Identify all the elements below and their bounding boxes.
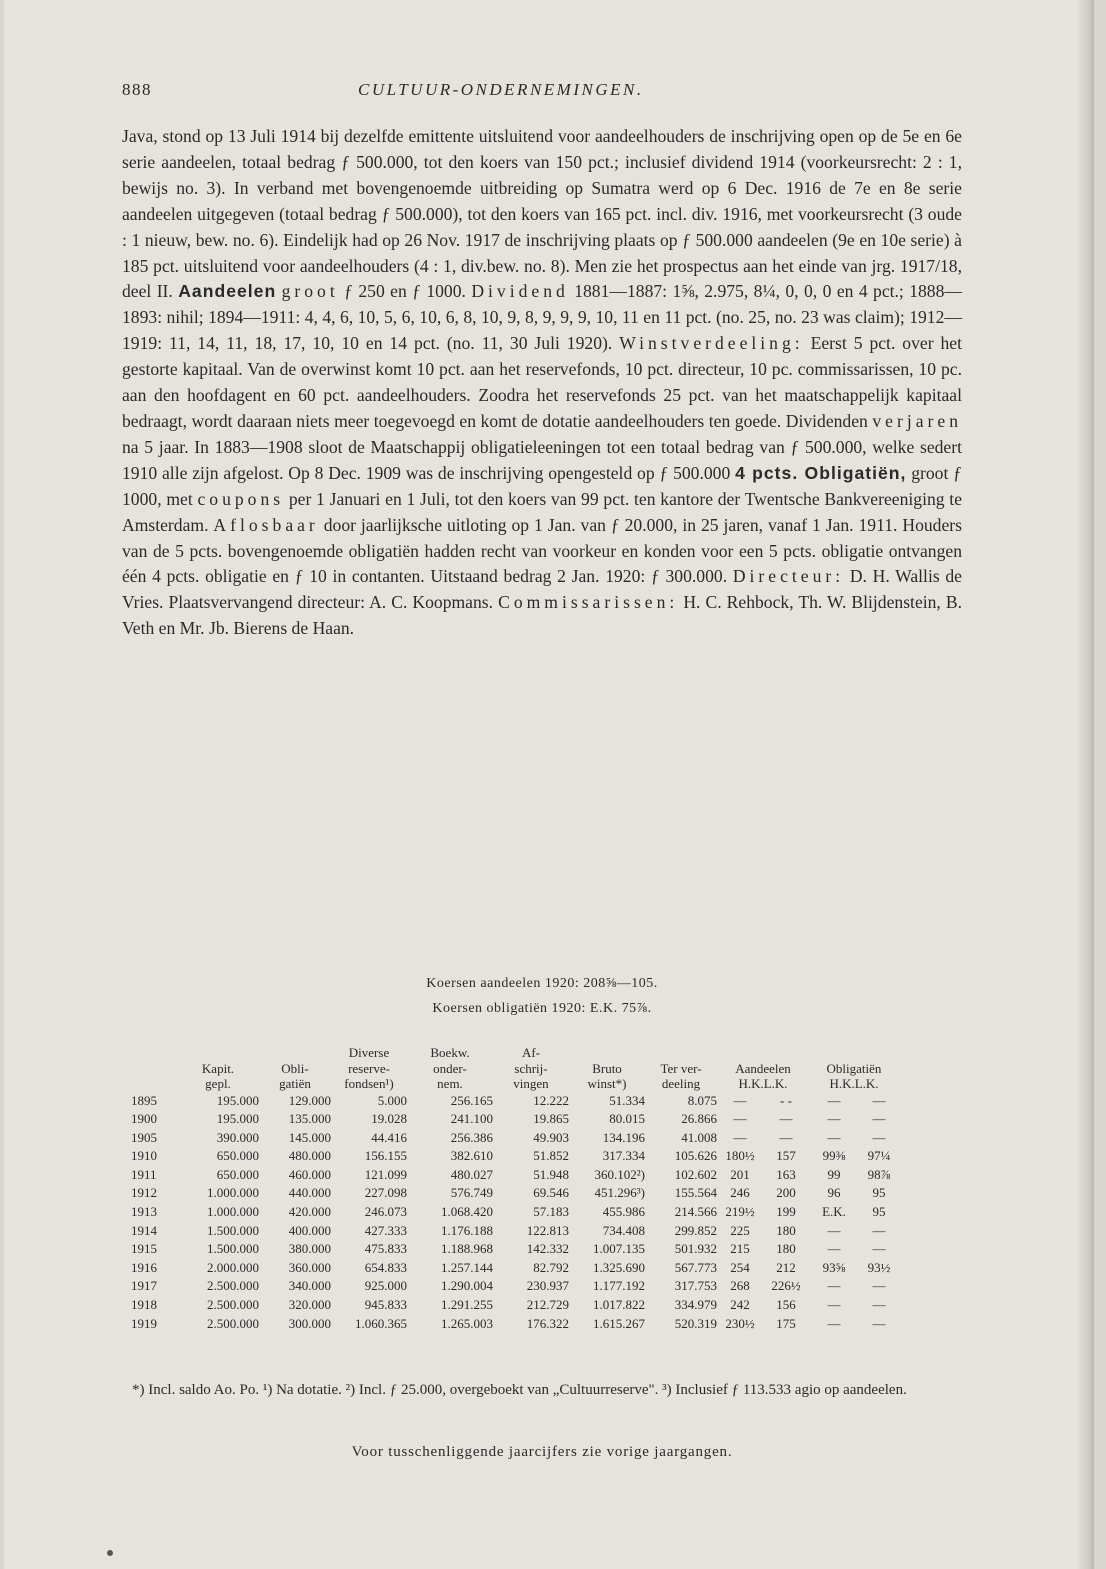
- spaced-emphasis-text: coupons: [197, 488, 285, 509]
- table-cell: 69.546: [533, 1185, 569, 1201]
- body-text-run: door jaarlijksche uitloting op 1 Jan. van ƒ 20.000, in 25 jaren, vanaf 1 Jan. 1911. Houders van de 5 pcts. bovengenoemde obligatiën hadden recht van voorkeur en konden voor een 5 pcts. obligatie ontvangen één 4 pcts. obligatie en ƒ 10 in contanten. Uitstaand bedrag 2 Jan. 1920: ƒ 300.000.: [122, 514, 962, 587]
- body-text-run: Java, stond op 13 Juli 1914 bij dezelfde emittente uitsluitend voor aandeelhouders de inschrijving open op de 5e en 6e serie aandeelen, totaal bedrag ƒ 500.000, tot den koers van 150 pct.; inclusief dividend 1914 (voorkeursrecht: 2 : 1, bewijs no. 3). In verband met bovengenoemde uitbreiding op Sumatra werd op 6 Dec. 1916 de 7e en 8e serie aandeelen uitgegeven (totaal bedrag ƒ 500.000), tot den koers van 165 pct. incl. div. 1916, met voorkeursrecht (3 oude : 1 nieuw, bew. no. 6). Eindelijk had op 26 Nov. 1917 de inschrijving plaats op ƒ 500.000 aandeelen (9e en 10e serie) à 185 pct. uitsluitend voor aandeelhouders (4 : 1, div.bew. no. 8). Men zie het prospectus aan het einde van jrg. 1917/18, deel II.: [122, 126, 962, 302]
- table-cell: 97¼: [867, 1148, 891, 1164]
- column-header: Af- schrij- vingen: [513, 1045, 549, 1091]
- table-cell: 51.852: [533, 1148, 569, 1164]
- table-row: [131, 1092, 899, 1111]
- table-cell: 41.008: [681, 1129, 717, 1145]
- book-page: [4, 0, 1094, 1569]
- table-cell: —: [827, 1092, 841, 1108]
- table-cell: 2.000.000: [207, 1259, 259, 1275]
- ink-spot: [107, 1550, 113, 1556]
- table-cell: 246.073: [364, 1204, 407, 1220]
- table-cell: 480.027: [450, 1166, 493, 1182]
- table-cell: 1.265.003: [441, 1315, 493, 1331]
- table-cell: 340.000: [288, 1278, 331, 1294]
- table-cell: 1.500.000: [207, 1222, 259, 1238]
- table-cell: 230.937: [526, 1278, 569, 1294]
- table-cell: 134.196: [602, 1129, 645, 1145]
- table-cell: 135.000: [288, 1111, 331, 1127]
- table-cell: 334.979: [674, 1297, 717, 1313]
- table-cell: —: [872, 1092, 886, 1108]
- body-text: [122, 124, 962, 642]
- bold-heading-text: Aandeelen: [178, 281, 277, 302]
- table-cell: 215: [730, 1241, 750, 1257]
- table-cell: 230½: [725, 1315, 755, 1331]
- body-text-run: groot ƒ 1000, met: [122, 462, 962, 509]
- table-cell: 360.000: [288, 1259, 331, 1275]
- table-cell: 1.017.822: [593, 1297, 645, 1313]
- column-header: Ter ver- deeling: [660, 1060, 702, 1091]
- table-cell: —: [827, 1222, 841, 1238]
- row-year: 1910: [131, 1148, 157, 1164]
- spaced-emphasis-text: verjaren: [872, 410, 962, 431]
- table-cell: —: [827, 1297, 841, 1313]
- table-cell: —: [872, 1297, 886, 1313]
- table-cell: 475.833: [364, 1241, 407, 1257]
- column-header: Kapit. gepl.: [201, 1060, 235, 1091]
- table-cell: 1.325.690: [593, 1259, 645, 1275]
- table-cell: 219½: [725, 1204, 755, 1220]
- financial-table: [131, 1045, 899, 1333]
- table-cell: 654.833: [364, 1259, 407, 1275]
- table-cell: 226½: [771, 1278, 801, 1294]
- table-row: [131, 1296, 899, 1315]
- table-cell: 1.188.968: [441, 1241, 493, 1257]
- table-cell: 99⅜: [822, 1148, 846, 1164]
- table-cell: 1.000.000: [207, 1185, 259, 1201]
- table-cell: 195.000: [216, 1092, 259, 1108]
- table-cell: 299.852: [674, 1222, 717, 1238]
- table-row: [131, 1277, 899, 1296]
- table-cell: 122.813: [526, 1222, 569, 1238]
- table-cell: 102.602: [674, 1166, 717, 1182]
- table-cell: 199: [776, 1204, 796, 1220]
- table-cell: 201: [730, 1166, 750, 1182]
- table-cell: 129.000: [288, 1092, 331, 1108]
- table-cell: 1.176.188: [441, 1222, 493, 1238]
- table-cell: 380.000: [288, 1241, 331, 1257]
- table-cell: —: [779, 1111, 793, 1127]
- table-row: [131, 1129, 899, 1148]
- bold-heading-text: 4 pcts. Obligatiën,: [735, 462, 907, 483]
- table-cell: 212: [776, 1259, 796, 1275]
- table-cell: 93⅝: [822, 1259, 846, 1275]
- table-cell: 254: [730, 1259, 750, 1275]
- table-cell: 1.257.144: [441, 1259, 493, 1275]
- table-cell: —: [827, 1111, 841, 1127]
- table-cell: 1.177.192: [593, 1278, 645, 1294]
- table-cell: 105.626: [674, 1148, 717, 1164]
- row-year: 1918: [131, 1297, 157, 1313]
- table-cell: E.K.: [822, 1204, 846, 1220]
- table-cell: 360.102²): [594, 1166, 645, 1182]
- table-cell: 925.000: [364, 1278, 407, 1294]
- body-text-run: D. H. Wallis de Vries. Plaatsvervangend directeur: A. C. Koopmans.: [122, 566, 962, 613]
- column-header: Bruto winst*): [587, 1060, 627, 1091]
- quote-shares: Koersen aandeelen 1920: 208⅝—105.: [426, 976, 658, 991]
- table-cell: 390.000: [216, 1129, 259, 1145]
- table-cell: 180½: [725, 1148, 755, 1164]
- table-cell: 227.098: [364, 1185, 407, 1201]
- table-cell: 99: [827, 1166, 841, 1182]
- table-cell: 200: [776, 1185, 796, 1201]
- row-year: 1916: [131, 1259, 157, 1275]
- footnote: *) Incl. saldo Ao. Po. ¹) Na dotatie. ²) Incl. ƒ 25.000, overgeboekt van „Cultuurreserve". ³) Inclusief ƒ 113.533 agio op aandeelen.: [132, 1382, 907, 1398]
- table-cell: 1.000.000: [207, 1204, 259, 1220]
- table-cell: 300.000: [288, 1315, 331, 1331]
- table-cell: 49.903: [533, 1129, 569, 1145]
- table-cell: 82.792: [533, 1259, 569, 1275]
- table-cell: 256.386: [450, 1129, 493, 1145]
- table-cell: —: [872, 1111, 886, 1127]
- table-cell: 225: [730, 1222, 750, 1238]
- row-year: 1914: [131, 1222, 157, 1238]
- table-cell: 26.866: [681, 1111, 717, 1127]
- row-year: 1905: [131, 1129, 157, 1145]
- body-text-run: ƒ 250 en ƒ 1000.: [338, 281, 472, 302]
- table-cell: 241.100: [450, 1111, 493, 1127]
- column-header: Obli- gatiën: [279, 1060, 311, 1091]
- body-text-run: na 5 jaar. In 1883—1908 sloot de Maatschappij obligatieleeningen tot een totaal bedrag van ƒ 500.000, welke sedert 1910 alle zijn afgelost. Op 8 Dec. 1909 was de inschrijving opengesteld op ƒ 500.000: [122, 436, 962, 483]
- table-cell: 460.000: [288, 1166, 331, 1182]
- table-cell: 44.416: [371, 1129, 407, 1145]
- table-cell: 650.000: [216, 1166, 259, 1182]
- table-cell: —: [872, 1241, 886, 1257]
- spaced-emphasis-text: Winstverdeeling:: [619, 333, 804, 354]
- table-cell: 1.500.000: [207, 1241, 259, 1257]
- column-header: Diverse reserve- fondsen¹): [344, 1045, 394, 1091]
- table-header-row: [131, 1045, 899, 1092]
- table-row: [131, 1259, 899, 1278]
- table-cell: 440.000: [288, 1185, 331, 1201]
- table-cell: 2.500.000: [207, 1297, 259, 1313]
- table-cell: 317.334: [602, 1148, 645, 1164]
- footer-note: Voor tusschenliggende jaarcijfers zie vorige jaargangen.: [351, 1444, 733, 1460]
- table-cell: 427.333: [364, 1222, 407, 1238]
- table-cell: 157: [776, 1148, 796, 1164]
- spaced-emphasis-text: Aflosbaar: [213, 514, 319, 535]
- row-year: 1912: [131, 1185, 157, 1201]
- table-cell: 268: [730, 1278, 750, 1294]
- table-row: [131, 1184, 899, 1203]
- table-cell: 214.566: [674, 1204, 717, 1220]
- table-cell: 5.000: [377, 1092, 407, 1108]
- table-cell: 480.000: [288, 1148, 331, 1164]
- table-cell: 19.865: [533, 1111, 569, 1127]
- table-cell: 12.222: [533, 1092, 569, 1108]
- row-year: 1913: [131, 1204, 157, 1220]
- table-cell: —: [827, 1129, 841, 1145]
- spaced-emphasis-text: groot: [281, 281, 339, 302]
- table-cell: 180: [776, 1222, 796, 1238]
- table-row: [131, 1147, 899, 1166]
- table-cell: 420.000: [288, 1204, 331, 1220]
- table-row: [131, 1110, 899, 1129]
- quote-bonds: Koersen obligatiën 1920: E.K. 75⅞.: [432, 1001, 652, 1016]
- table-cell: 246: [730, 1185, 750, 1201]
- table-cell: 51.334: [609, 1092, 645, 1108]
- spaced-emphasis-text: Commissarissen:: [498, 592, 679, 613]
- body-text-run: H. C. Rehbock, Th. W. Blijdenstein, B. Veth en Mr. Jb. Bierens de Haan.: [122, 592, 963, 639]
- row-year: 1915: [131, 1241, 157, 1257]
- row-year: 1900: [131, 1111, 157, 1127]
- table-cell: —: [827, 1315, 841, 1331]
- column-header: Obligatiën H.K.L.K.: [826, 1060, 882, 1091]
- table-cell: 195.000: [216, 1111, 259, 1127]
- table-cell: 382.610: [450, 1148, 493, 1164]
- table-cell: —: [872, 1129, 886, 1145]
- table-cell: 57.183: [533, 1204, 569, 1220]
- table-cell: 176.322: [526, 1315, 569, 1331]
- table-body: [131, 1092, 899, 1334]
- table-cell: —: [872, 1222, 886, 1238]
- table-row: [131, 1240, 899, 1259]
- table-cell: 1.291.255: [441, 1297, 493, 1313]
- table-cell: —: [733, 1111, 747, 1127]
- table-cell: 567.773: [674, 1259, 717, 1275]
- table-cell: 175: [776, 1315, 796, 1331]
- table-row: [131, 1222, 899, 1241]
- column-header: [131, 1045, 177, 1092]
- table-cell: 96: [827, 1185, 841, 1201]
- table-cell: 650.000: [216, 1148, 259, 1164]
- table-cell: 51.948: [533, 1166, 569, 1182]
- table-cell: 155.564: [674, 1185, 717, 1201]
- table-cell: 142.332: [526, 1241, 569, 1257]
- table-cell: —: [872, 1315, 886, 1331]
- table-cell: 320.000: [288, 1297, 331, 1313]
- table-cell: 156.155: [364, 1148, 407, 1164]
- table-cell: —: [733, 1129, 747, 1145]
- table-cell: 180: [776, 1241, 796, 1257]
- table-cell: 451.296³): [594, 1185, 645, 1201]
- running-title: CULTUUR-ONDERNEMINGEN.: [358, 80, 644, 99]
- table-cell: 98⅞: [867, 1166, 891, 1182]
- column-header: Boekw. onder- nem.: [430, 1045, 470, 1091]
- table-cell: 2.500.000: [207, 1315, 259, 1331]
- body-text-run: per 1 Januari en 1 Juli, tot den koers van 99 pct. ten kantore der Twentsche Bankvereeniging te Amsterdam.: [122, 488, 962, 535]
- table-cell: 145.000: [288, 1129, 331, 1145]
- table-cell: 95: [872, 1204, 886, 1220]
- table-cell: 1.615.267: [593, 1315, 645, 1331]
- table-cell: 945.833: [364, 1297, 407, 1313]
- table-cell: 400.000: [288, 1222, 331, 1238]
- table-cell: 19.028: [371, 1111, 407, 1127]
- row-year: 1919: [131, 1315, 157, 1331]
- page-number: 888: [122, 80, 152, 99]
- body-text-run: 1881—1887: 1⅝, 2.975, 8¼, 0, 0, 0 en 4 pct.; 1888—1893: nihil; 1894—1911: 4, 4, 6, 10, 5, 6, 10, 6, 8, 10, 9, 8, 9, 9, 9, 10, 11 en 11 pct. (no. 25, no. 23 was claim); 1912—1919: 11, 14, 11, 18, 17, 10, 10 en 14 pct. (no. 11, 30 Juli 1920).: [122, 281, 962, 354]
- table-cell: —: [779, 1129, 793, 1145]
- table-cell: 93½: [867, 1259, 891, 1275]
- table-cell: 576.749: [450, 1185, 493, 1201]
- table-row: [131, 1203, 899, 1222]
- table-cell: 256.165: [450, 1092, 493, 1108]
- row-year: 1911: [131, 1166, 157, 1182]
- table-cell: 1.007.135: [593, 1241, 645, 1257]
- table-cell: 1.290.004: [441, 1278, 493, 1294]
- table-cell: 8.075: [687, 1092, 717, 1108]
- table-cell: 520.319: [674, 1315, 717, 1331]
- table-cell: —: [827, 1278, 841, 1294]
- table-cell: —: [733, 1092, 747, 1108]
- column-header: Aandeelen H.K.L.K.: [735, 1060, 791, 1091]
- table-cell: 80.015: [609, 1111, 645, 1127]
- table-cell: —: [872, 1278, 886, 1294]
- table-cell: 212.729: [526, 1297, 569, 1313]
- spaced-emphasis-text: Directeur:: [732, 566, 845, 587]
- body-paragraph: [122, 124, 962, 642]
- row-year: 1895: [131, 1092, 157, 1108]
- page-binding-edge: [1076, 0, 1094, 1569]
- table-cell: 1.060.365: [355, 1315, 407, 1331]
- table-cell: 242: [730, 1297, 750, 1313]
- table-cell: 1.068.420: [441, 1204, 493, 1220]
- table-cell: —: [827, 1241, 841, 1257]
- table-cell: 317.753: [674, 1278, 717, 1294]
- row-year: 1917: [131, 1278, 157, 1294]
- table-cell: 121.099: [364, 1166, 407, 1182]
- table-cell: - -: [780, 1092, 792, 1108]
- body-text-run: Eerst 5 pct. over het gestorte kapitaal. Van de overwinst komt 10 pct. aan het reservefonds, 10 pct. directeur, 10 pc. commissarissen, 10 pc. aan den hoofdagent en 60 pct. aandeelhouders. Zoodra het reservefonds 25 pct. van het maatschappelijk kapitaal bedraagt, wordt daaraan niets meer toegevoegd en komt de dotatie aandeelhouders ten goede. Dividenden: [122, 333, 962, 431]
- spaced-emphasis-text: Dividend: [471, 281, 569, 302]
- table-cell: 156: [776, 1297, 796, 1313]
- table-cell: 501.932: [674, 1241, 717, 1257]
- table-cell: 734.408: [602, 1222, 645, 1238]
- table-cell: 163: [776, 1166, 796, 1182]
- table-row: [131, 1315, 899, 1334]
- table-cell: 2.500.000: [207, 1278, 259, 1294]
- table-cell: 455.986: [602, 1204, 645, 1220]
- table-row: [131, 1166, 899, 1185]
- table-cell: 95: [872, 1185, 886, 1201]
